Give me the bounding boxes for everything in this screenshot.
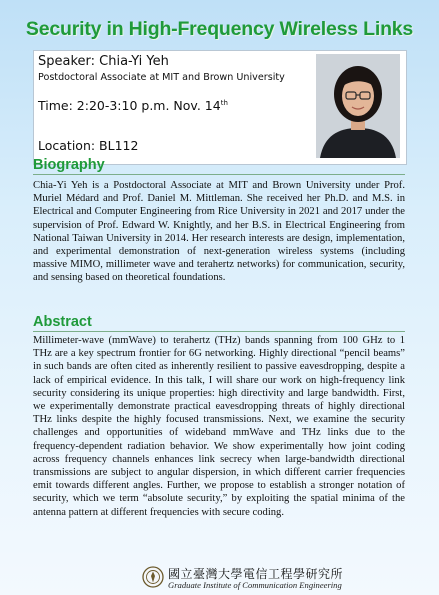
- speaker-affiliation: Postdoctoral Associate at MIT and Brown University: [38, 72, 285, 83]
- speaker-photo: [316, 54, 400, 158]
- speaker-portrait-icon: [316, 54, 400, 158]
- talk-time: [38, 98, 228, 113]
- biography-text: Chia-Yi Yeh is a Postdoctoral Associate at MIT and Brown University under Prof. Muriel Médard and Prof. Daniel M. Mittleman. She received her Ph.D. and M.S. in Electrical and Computer Engineering from Rice University in 2021 and 2017 under the supervision of Prof. Edward W. Knightly, and her B.S. in Electrical Engineering from National Taiwan University in 2014. Her research interests are design, implementation, and experimental demonstration of next-generation wireless systems (including massive MIMO, millimeter wave and terahertz networks) for communication, security, and sensing based on theoretical foundations.: [33, 180, 405, 284]
- university-seal-icon: [142, 566, 164, 588]
- talk-time-text: Time: 2:20-3:10 p.m. Nov. 14: [38, 98, 221, 113]
- speaker-name: Speaker: Chia-Yi Yeh: [38, 54, 169, 69]
- speaker-info-box: [33, 50, 407, 165]
- talk-time-suffix: th: [220, 98, 228, 107]
- poster-title: Security in High-Frequency Wireless Links: [25, 18, 414, 40]
- abstract-divider: [33, 331, 405, 332]
- institute-name-chinese: 國立臺灣大學電信工程學研究所: [168, 567, 344, 581]
- biography-heading: Biography: [33, 157, 105, 173]
- biography-divider: [33, 174, 405, 175]
- abstract-text: Millimeter-wave (mmWave) to terahertz (THz) bands spanning from 100 GHz to 1 THz are a key spectrum frontier for 6G networking. Highly directional “pencil beams” in such bands are often cited as inherently resilient to passive eavesdropping, despite a lack of empirical evidence. In this talk, I will share our work on high-frequency link security considering its unique properties: high directivity and large bandwidth. First, we experimentally demonstrate practical eavesdropping threats of highly directional THz links despite the highly focused transmissions. Next, we examine the security challenges and opportunities of wideband mmWave and THz links due to the frequency-dependent radiation behavior. We show experimentally how joint coding across frequency channels enhances link secrecy when large-bandwidth directional transmissions are subject to angular dispersion, in which different carrier frequencies emit towards different angles. Further, we propose to establish a stronger notation of security, which we term “absolute security,” by exploiting the spatial minima of the antenna pattern at different frequencies with secure coding.: [33, 335, 405, 518]
- talk-location: Location: BL112: [38, 138, 139, 153]
- abstract-heading: Abstract: [33, 314, 92, 330]
- institute-name-english: Graduate Institute of Communication Engineering: [168, 580, 342, 590]
